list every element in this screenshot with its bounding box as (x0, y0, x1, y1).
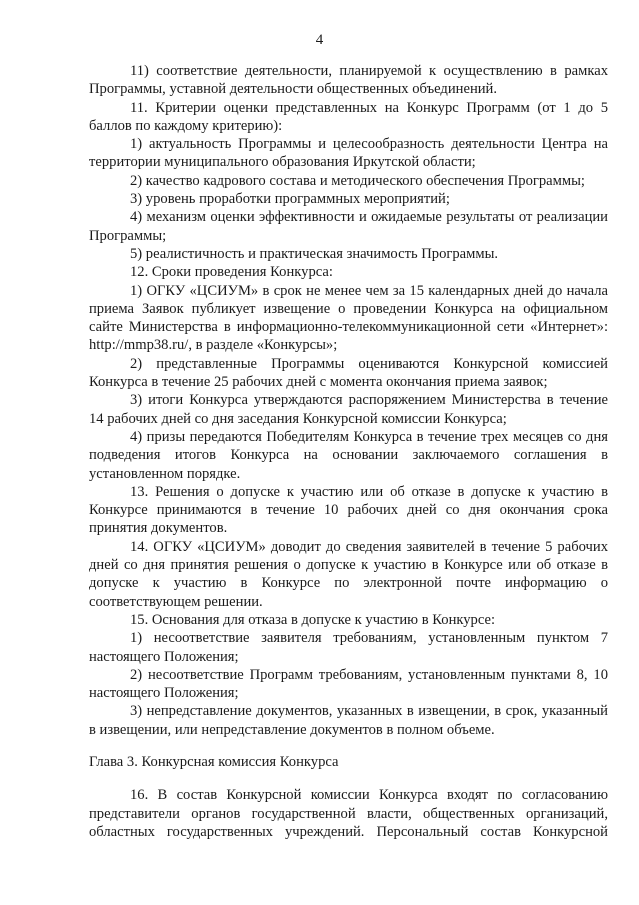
paragraph-11-criteria: 11. Критерии оценки представленных на Конкурс Программ (от 1 до 5 баллов по каждому критерию): (89, 99, 608, 134)
paragraph-item-11-conformity: 11) соответствие деятельности, планируемой к осуществлению в рамках Программы, уставной деятельности общественных объединений. (89, 63, 608, 98)
refusal-ground-1: 1) несоответствие заявителя требованиям, установленным пунктом 7 настоящего Положения; (89, 630, 608, 665)
criterion-5: 5) реалистичность и практическая значимость Программы. (130, 245, 499, 262)
refusal-ground-2: 2) несоответствие Программ требованиям, установленным пунктами 8, 10 настоящего Положения; (89, 666, 608, 702)
deadline-3: 3) итоги Конкурса утверждаются распоряжением Министерства в течение 14 рабочих дней со дня заседания Конкурсной комиссии Конкурса; (89, 392, 608, 427)
deadline-4: 4) призы передаются Победителям Конкурса в течение трех месяцев со дня подведения итогов Конкурса на основании заключаемого соглашения в установленном порядке. (89, 428, 608, 482)
refusal-ground-3: 3) непредставление документов, указанных в извещении, в срок, указанный в извещении, или непредставление документов в полном объеме. (89, 703, 608, 738)
paragraph-16-commission: 16. В состав Конкурсной комиссии Конкурса входят по согласованию представители органов государственной власти, общественных организаций, областных государственных учреждений. Персональный состав Конкурсной (89, 787, 608, 840)
deadline-2: 2) представленные Программы оцениваются Конкурсной комиссией Конкурса в течение 25 рабочих дней с момента окончания приема заявок; (89, 355, 608, 391)
paragraph-12-deadlines: 12. Сроки проведения Конкурса: (130, 264, 333, 281)
criterion-4: 4) механизм оценки эффективности и ожидаемые результаты от реализации Программы; (89, 209, 608, 244)
paragraph-14-notification: 14. ОГКУ «ЦСИУМ» доводит до сведения заявителей в течение 5 рабочих дней со дня принятия решения о допуске к участию в Конкурсе или об отказе в допуске к участию в Конкурсе по электронной почте информацию о соответствующем решении. (89, 538, 608, 610)
paragraph-13-decisions: 13. Решения о допуске к участию или об отказе в допуске к участию в Конкурсе принимаются в течение 10 рабочих дней со дня окончания срока принятия документов. (89, 483, 608, 537)
deadline-1: 1) ОГКУ «ЦСИУМ» в срок не менее чем за 15 календарных дней до начала приема Заявок публикует извещение о проведении Конкурса на официальном сайте Министерства в информационно-телекоммуникационной сети «Интернет»: http://mmp38.ru/, в разделе «Конкурсы»; (89, 282, 608, 354)
document-body (89, 62, 608, 841)
paragraph-15-refusal-grounds: 15. Основания для отказа в допуске к участию в Конкурсе: (130, 611, 496, 628)
criterion-3: 3) уровень проработки программных мероприятий; (130, 191, 450, 208)
page-number: 4 (315, 32, 324, 48)
criterion-2: 2) качество кадрового состава и методического обеспечения Программы; (130, 172, 585, 189)
chapter-heading: Глава 3. Конкурсная комиссия Конкурса (89, 753, 339, 770)
criterion-1: 1) актуальность Программы и целесообразность деятельности Центра на территории муниципального образования Иркутской области; (89, 136, 608, 171)
